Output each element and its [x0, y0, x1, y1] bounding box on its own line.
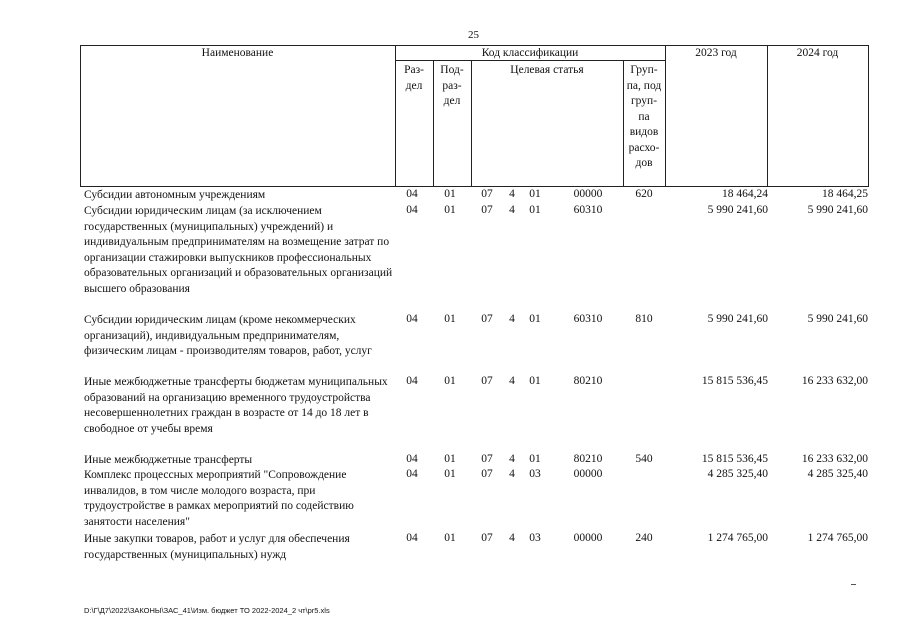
row-razdel: 04	[406, 532, 418, 544]
row-name: Иные закупки товаров, работ и услуг для обеспечения государственных (муниципальных) нужд	[84, 533, 350, 561]
row-cs-program: 07	[481, 453, 493, 465]
row-2023: 15 815 536,45	[701, 375, 768, 387]
page-number: 25	[468, 29, 479, 41]
row-podrazdel: 01	[444, 204, 456, 216]
header-2024: 2024 год	[796, 47, 839, 59]
row-2024: 4 285 325,40	[807, 468, 868, 480]
row-podrazdel: 01	[444, 188, 456, 200]
row-cs-complex: 01	[529, 375, 541, 387]
row-2023: 5 990 241,60	[707, 313, 768, 325]
row-name: Комплекс процессных мероприятий "Сопровождение инвалидов, в том числе молодого возраста, при трудоустройстве в рамках мероприятий по содействию занятости населения"	[84, 469, 354, 528]
col-divider	[665, 45, 666, 186]
row-cs-program: 07	[481, 468, 493, 480]
row-cs-program: 07	[481, 532, 493, 544]
row-vr: 810	[635, 313, 653, 325]
header-razdel: Раз- дел	[404, 64, 424, 92]
row-cs-type: 4	[509, 532, 515, 544]
row-cs-complex: 03	[529, 468, 541, 480]
row-cs-complex: 01	[529, 453, 541, 465]
row-razdel: 04	[406, 468, 418, 480]
header-code-group: Код классификации	[481, 47, 579, 59]
col-divider	[471, 60, 472, 186]
row-2023: 5 990 241,60	[707, 204, 768, 216]
row-cs-direction: 60310	[573, 313, 603, 325]
row-vr: 620	[635, 188, 653, 200]
header-gruppa: Груп- па, под груп- па видов расхо- дов	[626, 64, 662, 169]
row-razdel: 04	[406, 453, 418, 465]
row-cs-complex: 01	[529, 313, 541, 325]
row-cs-direction: 00000	[573, 532, 603, 544]
row-cs-direction: 00000	[573, 468, 603, 480]
col-divider	[767, 45, 768, 186]
row-razdel: 04	[406, 188, 418, 200]
row-2023: 15 815 536,45	[701, 453, 768, 465]
row-cs-type: 4	[509, 313, 515, 325]
row-2024: 18 464,25	[822, 188, 868, 200]
col-divider	[80, 45, 81, 186]
row-cs-type: 4	[509, 204, 515, 216]
row-name: Субсидии юридическим лицам (за исключением государственных (муниципальных) учреждений) и индивидуальным предпринимателям на возмещение затрат по организации стажировки выпускников профессиональных образовательных организаций и образовательных организаций высшего образования	[84, 205, 393, 295]
header-bottom-border	[80, 186, 869, 187]
row-cs-program: 07	[481, 204, 493, 216]
row-cs-program: 07	[481, 375, 493, 387]
row-cs-type: 4	[509, 375, 515, 387]
row-cs-direction: 80210	[573, 453, 603, 465]
row-2023: 1 274 765,00	[707, 532, 768, 544]
row-name: Субсидии автономным учреждениям	[84, 189, 266, 201]
row-cs-type: 4	[509, 188, 515, 200]
row-2024: 1 274 765,00	[807, 532, 868, 544]
row-name: Иные межбюджетные трансферты бюджетам муниципальных образований на организацию временного трудоустройства несовершеннолетних граждан в возрасте от 14 до 18 лет в свободное от учебы время	[84, 376, 388, 435]
row-cs-direction: 00000	[573, 188, 603, 200]
row-2023: 4 285 325,40	[707, 468, 768, 480]
row-cs-complex: 01	[529, 188, 541, 200]
row-cs-direction: 80210	[573, 375, 603, 387]
row-vr: 240	[635, 532, 653, 544]
row-razdel: 04	[406, 313, 418, 325]
row-cs-complex: 03	[529, 532, 541, 544]
row-podrazdel: 01	[444, 453, 456, 465]
row-razdel: 04	[406, 204, 418, 216]
header-celevaya: Целевая статья	[510, 64, 584, 76]
row-2023: 18 464,24	[722, 188, 768, 200]
header-2023: 2023 год	[695, 47, 737, 59]
row-cs-program: 07	[481, 313, 493, 325]
row-cs-program: 07	[481, 188, 493, 200]
row-cs-type: 4	[509, 468, 515, 480]
row-cs-complex: 01	[529, 204, 541, 216]
row-2024: 5 990 241,60	[807, 204, 868, 216]
col-divider	[868, 45, 869, 186]
row-2024: 16 233 632,00	[801, 375, 868, 387]
row-cs-direction: 60310	[573, 204, 603, 216]
header-podrazdel: Под- раз- дел	[440, 64, 464, 107]
header-name: Наименование	[201, 47, 274, 59]
row-name: Иные межбюджетные трансферты	[84, 454, 253, 466]
row-cs-type: 4	[509, 453, 515, 465]
row-razdel: 04	[406, 375, 418, 387]
row-2024: 16 233 632,00	[801, 453, 868, 465]
row-podrazdel: 01	[444, 468, 456, 480]
row-podrazdel: 01	[444, 532, 456, 544]
footer-file-path: D:\Г\Д7\2022\ЗАКОНЫ\ЗАС_41\Изм. бюджет ТО 2022-2024_2 чт\pr5.xls	[84, 606, 330, 615]
row-2024: 5 990 241,60	[807, 313, 868, 325]
row-podrazdel: 01	[444, 313, 456, 325]
row-podrazdel: 01	[444, 375, 456, 387]
scan-mark	[851, 584, 856, 585]
row-vr: 540	[635, 453, 653, 465]
row-name: Субсидии юридическим лицам (кроме некоммерческих организаций), индивидуальным предпринимателям, физическим лицам - производителям товаров, работ, услуг	[84, 314, 372, 357]
